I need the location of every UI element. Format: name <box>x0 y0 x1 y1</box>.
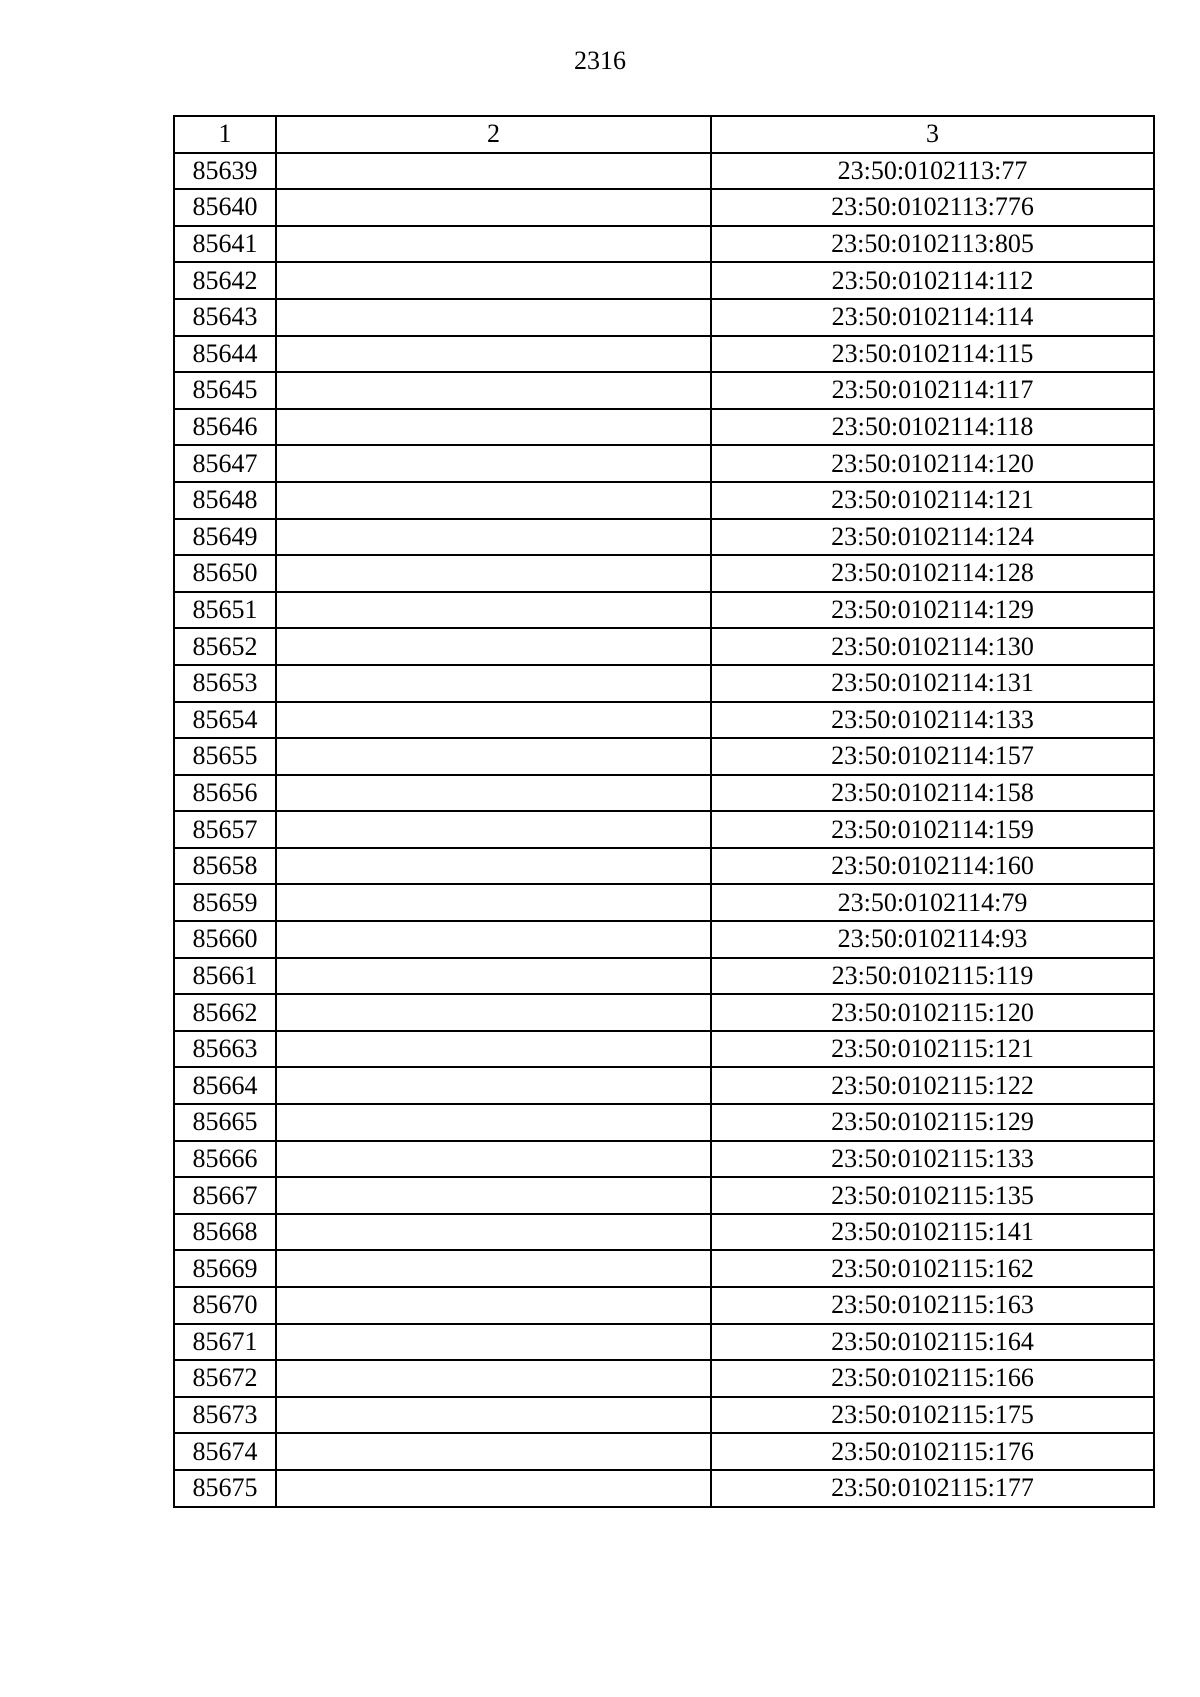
cell-number: 85640 <box>174 189 276 226</box>
table-body <box>174 153 1154 1507</box>
table-row <box>174 702 1154 739</box>
column-header-1: 1 <box>174 116 276 153</box>
table-row <box>174 1470 1154 1507</box>
cell-cadastral: 23:50:0102115:119 <box>711 958 1154 995</box>
cell-col2 <box>276 555 711 592</box>
cell-cadastral: 23:50:0102114:121 <box>711 482 1154 519</box>
cell-number: 85664 <box>174 1067 276 1104</box>
cell-cadastral: 23:50:0102114:157 <box>711 738 1154 775</box>
table-row <box>174 921 1154 958</box>
table-row <box>174 1250 1154 1287</box>
cell-cadastral: 23:50:0102114:130 <box>711 628 1154 665</box>
cell-col2 <box>276 372 711 409</box>
cell-cadastral: 23:50:0102114:79 <box>711 884 1154 921</box>
cell-col2 <box>276 702 711 739</box>
table-row <box>174 884 1154 921</box>
cell-number: 85669 <box>174 1250 276 1287</box>
cell-cadastral: 23:50:0102114:120 <box>711 445 1154 482</box>
table-row <box>174 226 1154 263</box>
cell-col2 <box>276 299 711 336</box>
cell-number: 85653 <box>174 665 276 702</box>
cell-col2 <box>276 884 711 921</box>
cell-col2 <box>276 1031 711 1068</box>
cell-cadastral: 23:50:0102115:176 <box>711 1433 1154 1470</box>
cell-cadastral: 23:50:0102115:166 <box>711 1360 1154 1397</box>
cell-cadastral: 23:50:0102115:141 <box>711 1214 1154 1251</box>
cell-number: 85650 <box>174 555 276 592</box>
cell-number: 85665 <box>174 1104 276 1141</box>
table-row <box>174 189 1154 226</box>
cell-col2 <box>276 1470 711 1507</box>
cell-cadastral: 23:50:0102115:163 <box>711 1287 1154 1324</box>
cell-col2 <box>276 336 711 373</box>
table-row <box>174 1433 1154 1470</box>
table-row <box>174 1067 1154 1104</box>
table-row <box>174 482 1154 519</box>
cell-col2 <box>276 994 711 1031</box>
cell-number: 85639 <box>174 153 276 190</box>
table-row <box>174 555 1154 592</box>
cell-col2 <box>276 1397 711 1434</box>
cell-number: 85649 <box>174 519 276 556</box>
cell-number: 85642 <box>174 262 276 299</box>
cell-number: 85654 <box>174 702 276 739</box>
cell-cadastral: 23:50:0102113:77 <box>711 153 1154 190</box>
table-row <box>174 299 1154 336</box>
cell-cadastral: 23:50:0102114:124 <box>711 519 1154 556</box>
table-row <box>174 1397 1154 1434</box>
cell-cadastral: 23:50:0102115:175 <box>711 1397 1154 1434</box>
table-row <box>174 665 1154 702</box>
cell-number: 85670 <box>174 1287 276 1324</box>
table-row <box>174 811 1154 848</box>
cell-cadastral: 23:50:0102114:118 <box>711 409 1154 446</box>
table-row <box>174 1104 1154 1141</box>
cell-number: 85673 <box>174 1397 276 1434</box>
table-row <box>174 409 1154 446</box>
cell-number: 85667 <box>174 1177 276 1214</box>
cell-col2 <box>276 1250 711 1287</box>
table-row <box>174 958 1154 995</box>
cell-col2 <box>276 1324 711 1361</box>
table-row <box>174 519 1154 556</box>
cell-cadastral: 23:50:0102115:177 <box>711 1470 1154 1507</box>
cell-col2 <box>276 1177 711 1214</box>
cell-col2 <box>276 1104 711 1141</box>
cell-col2 <box>276 592 711 629</box>
table-row <box>174 1324 1154 1361</box>
cell-col2 <box>276 1067 711 1104</box>
cell-cadastral: 23:50:0102115:120 <box>711 994 1154 1031</box>
cell-number: 85646 <box>174 409 276 446</box>
cell-number: 85662 <box>174 994 276 1031</box>
cell-col2 <box>276 482 711 519</box>
cell-col2 <box>276 153 711 190</box>
cell-col2 <box>276 519 711 556</box>
cell-cadastral: 23:50:0102114:160 <box>711 848 1154 885</box>
cell-cadastral: 23:50:0102115:164 <box>711 1324 1154 1361</box>
cell-cadastral: 23:50:0102114:117 <box>711 372 1154 409</box>
cell-col2 <box>276 665 711 702</box>
cell-cadastral: 23:50:0102113:805 <box>711 226 1154 263</box>
cell-col2 <box>276 409 711 446</box>
cell-number: 85672 <box>174 1360 276 1397</box>
cell-cadastral: 23:50:0102115:133 <box>711 1141 1154 1178</box>
table-row <box>174 445 1154 482</box>
table-header-row <box>174 116 1154 153</box>
cell-col2 <box>276 848 711 885</box>
cell-number: 85663 <box>174 1031 276 1068</box>
cell-number: 85651 <box>174 592 276 629</box>
cell-col2 <box>276 811 711 848</box>
cell-number: 85643 <box>174 299 276 336</box>
table-row <box>174 848 1154 885</box>
table-row <box>174 1287 1154 1324</box>
cell-number: 85668 <box>174 1214 276 1251</box>
cell-number: 85656 <box>174 775 276 812</box>
cell-col2 <box>276 628 711 665</box>
cell-col2 <box>276 1214 711 1251</box>
cell-col2 <box>276 1287 711 1324</box>
cell-cadastral: 23:50:0102115:129 <box>711 1104 1154 1141</box>
cell-col2 <box>276 738 711 775</box>
column-header-2: 2 <box>276 116 711 153</box>
cell-number: 85659 <box>174 884 276 921</box>
cell-col2 <box>276 189 711 226</box>
cell-number: 85644 <box>174 336 276 373</box>
cell-col2 <box>276 1141 711 1178</box>
table-row <box>174 738 1154 775</box>
table-row <box>174 1360 1154 1397</box>
cell-cadastral: 23:50:0102115:122 <box>711 1067 1154 1104</box>
cell-number: 85674 <box>174 1433 276 1470</box>
cell-cadastral: 23:50:0102114:114 <box>711 299 1154 336</box>
cell-number: 85666 <box>174 1141 276 1178</box>
table-row <box>174 1141 1154 1178</box>
cell-number: 85671 <box>174 1324 276 1361</box>
cell-cadastral: 23:50:0102114:93 <box>711 921 1154 958</box>
cell-col2 <box>276 226 711 263</box>
cell-number: 85645 <box>174 372 276 409</box>
cell-number: 85658 <box>174 848 276 885</box>
table-row <box>174 372 1154 409</box>
cell-number: 85647 <box>174 445 276 482</box>
registry-table <box>173 115 1155 1508</box>
cell-number: 85655 <box>174 738 276 775</box>
cell-cadastral: 23:50:0102114:112 <box>711 262 1154 299</box>
cell-cadastral: 23:50:0102115:121 <box>711 1031 1154 1068</box>
cell-cadastral: 23:50:0102114:133 <box>711 702 1154 739</box>
cell-col2 <box>276 958 711 995</box>
cell-cadastral: 23:50:0102114:128 <box>711 555 1154 592</box>
cell-cadastral: 23:50:0102114:158 <box>711 775 1154 812</box>
cell-number: 85675 <box>174 1470 276 1507</box>
table-row <box>174 775 1154 812</box>
cell-col2 <box>276 1433 711 1470</box>
table-row <box>174 262 1154 299</box>
cell-col2 <box>276 921 711 958</box>
page-number: 2316 <box>574 46 626 75</box>
table-row <box>174 1031 1154 1068</box>
table-row <box>174 1214 1154 1251</box>
cell-cadastral: 23:50:0102114:129 <box>711 592 1154 629</box>
column-header-3: 3 <box>711 116 1154 153</box>
cell-number: 85661 <box>174 958 276 995</box>
cell-cadastral: 23:50:0102115:162 <box>711 1250 1154 1287</box>
table-row <box>174 628 1154 665</box>
cell-number: 85641 <box>174 226 276 263</box>
cell-cadastral: 23:50:0102114:159 <box>711 811 1154 848</box>
cell-cadastral: 23:50:0102114:115 <box>711 336 1154 373</box>
table-row <box>174 1177 1154 1214</box>
table-row <box>174 994 1154 1031</box>
cell-number: 85657 <box>174 811 276 848</box>
cell-number: 85652 <box>174 628 276 665</box>
cell-cadastral: 23:50:0102114:131 <box>711 665 1154 702</box>
cell-col2 <box>276 1360 711 1397</box>
table-row <box>174 336 1154 373</box>
table-row <box>174 592 1154 629</box>
cell-col2 <box>276 775 711 812</box>
cell-col2 <box>276 262 711 299</box>
cell-col2 <box>276 445 711 482</box>
cell-number: 85648 <box>174 482 276 519</box>
cell-number: 85660 <box>174 921 276 958</box>
cell-cadastral: 23:50:0102113:776 <box>711 189 1154 226</box>
cell-cadastral: 23:50:0102115:135 <box>711 1177 1154 1214</box>
table-row <box>174 153 1154 190</box>
